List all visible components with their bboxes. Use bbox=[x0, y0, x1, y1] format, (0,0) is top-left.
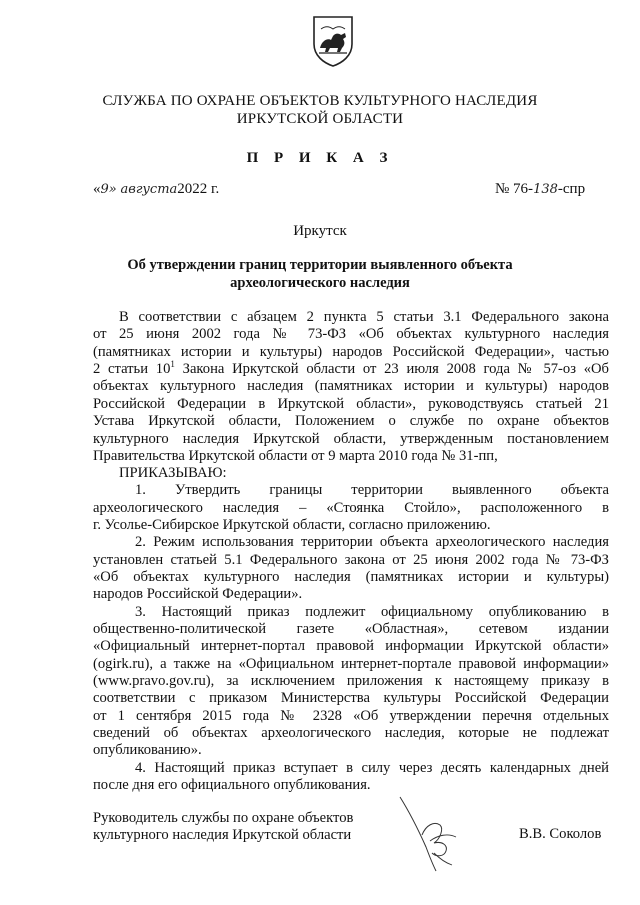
item-1-line: археологического наследия – «Стоянка Стойло», расположенного в bbox=[93, 500, 609, 516]
signer-name: В.В. Соколов bbox=[519, 826, 602, 842]
preamble-fragment: 2 статьи 10 bbox=[93, 361, 171, 377]
document-type-heading: П Р И К А З bbox=[246, 150, 394, 166]
item-3-line: сведений об объектах археологического наследия, которые не подлежат bbox=[93, 725, 609, 741]
preamble-line: от 25 июня 2002 года № 73-ФЗ «Об объектах культурного наследия bbox=[93, 326, 609, 342]
date-year: 2022 г. bbox=[177, 181, 220, 197]
order-number-suffix: -спр bbox=[557, 181, 586, 197]
item-3-line: опубликованию». bbox=[93, 742, 202, 758]
preamble-line bbox=[93, 361, 609, 377]
order-title-line-1: Об утверждении границ территории выявленного объекта bbox=[127, 257, 513, 273]
order-number-handwritten: 138 bbox=[533, 182, 558, 197]
item-2-line: установлен статьей 5.1 Федерального закона от 25 июня 2002 года № 73-ФЗ bbox=[93, 552, 609, 568]
item-1-line: г. Усолье-Сибирское Иркутской области, согласно приложению. bbox=[93, 517, 491, 533]
preamble-line: (памятниках истории и культуры) народов Российской Федерации», частью bbox=[93, 344, 609, 360]
item-2-line: народов Российской Федерации». bbox=[93, 586, 303, 602]
order-date bbox=[93, 181, 219, 198]
item-1-line: 1. Утвердить границы территории выявленного объекта bbox=[135, 482, 609, 498]
date-day-handwritten: 9 bbox=[100, 182, 109, 197]
date-close-quote: » bbox=[108, 182, 117, 197]
signer-position-line-1: Руководитель службы по охране объектов bbox=[93, 810, 354, 826]
item-3-line: соответствии с приказом Министерства культуры Российской Федерации bbox=[93, 690, 609, 706]
preamble-line: Правительства Иркутской области от 9 марта 2010 года № 31-пп, bbox=[93, 448, 498, 464]
agency-name-line-2: ИРКУТСКОЙ ОБЛАСТИ bbox=[236, 111, 404, 127]
item-4-line: после дня его официального опубликования. bbox=[93, 777, 371, 793]
order-number bbox=[495, 181, 585, 198]
order-number-prefix: № 76- bbox=[495, 181, 534, 197]
coat-of-arms-emblem bbox=[311, 14, 355, 68]
item-3-line: «Официальный интернет-портал правовой информации Иркутской области» bbox=[93, 638, 609, 654]
date-open-quote: « bbox=[93, 181, 101, 197]
superscript: 1 bbox=[170, 359, 175, 369]
item-4-line: 4. Настоящий приказ вступает в силу через десять календарных дней bbox=[135, 760, 609, 776]
preamble-line: В соответствии с абзацем 2 пункта 5 статьи 3.1 Федерального закона bbox=[119, 309, 609, 325]
agency-name-line-1: СЛУЖБА ПО ОХРАНЕ ОБЪЕКТОВ КУЛЬТУРНОГО НАСЛЕДИЯ bbox=[102, 93, 538, 109]
item-3-line: 3. Настоящий приказ подлежит официальному опубликованию в bbox=[135, 604, 609, 620]
order-word: ПРИКАЗЫВАЮ: bbox=[119, 465, 227, 481]
preamble-fragment: Закона Иркутской области от 23 июля 2008 года № 57-оз «Об bbox=[174, 361, 609, 377]
signer-position-line-2: культурного наследия Иркутской области bbox=[93, 827, 352, 843]
handwritten-signature bbox=[396, 795, 466, 875]
item-3-line: (www.pravo.gov.ru), за исключением приложения к настоящему приказу в bbox=[93, 673, 609, 689]
item-3-line: от 1 сентября 2015 года № 2328 «Об утверждении перечня отдельных bbox=[93, 708, 609, 724]
order-title-line-2: археологического наследия bbox=[230, 275, 410, 291]
city-name: Иркутск bbox=[293, 223, 347, 239]
preamble-line: Российской Федерации в Иркутской области», руководствуясь статьей 21 bbox=[93, 396, 609, 412]
preamble-line: объектах культурного наследия (памятниках истории и культуры) народов bbox=[93, 378, 609, 394]
item-2-line: 2. Режим использования территории объекта археологического наследия bbox=[135, 534, 609, 550]
item-3-line: (ogirk.ru), а также на «Официальном интернет-портале правовой информации» bbox=[93, 656, 609, 672]
date-month-handwritten: августа bbox=[120, 182, 178, 197]
preamble-line: культурного наследия Иркутской области, утвержденным постановлением bbox=[93, 431, 609, 447]
item-3-line: общественно-политической газете «Областная», сетевом издании bbox=[93, 621, 609, 637]
item-2-line: «Об объектах культурного наследия (памятниках истории и культуры) bbox=[93, 569, 609, 585]
preamble-line: Устава Иркутской области, Положением о службе по охране объектов bbox=[93, 413, 609, 429]
